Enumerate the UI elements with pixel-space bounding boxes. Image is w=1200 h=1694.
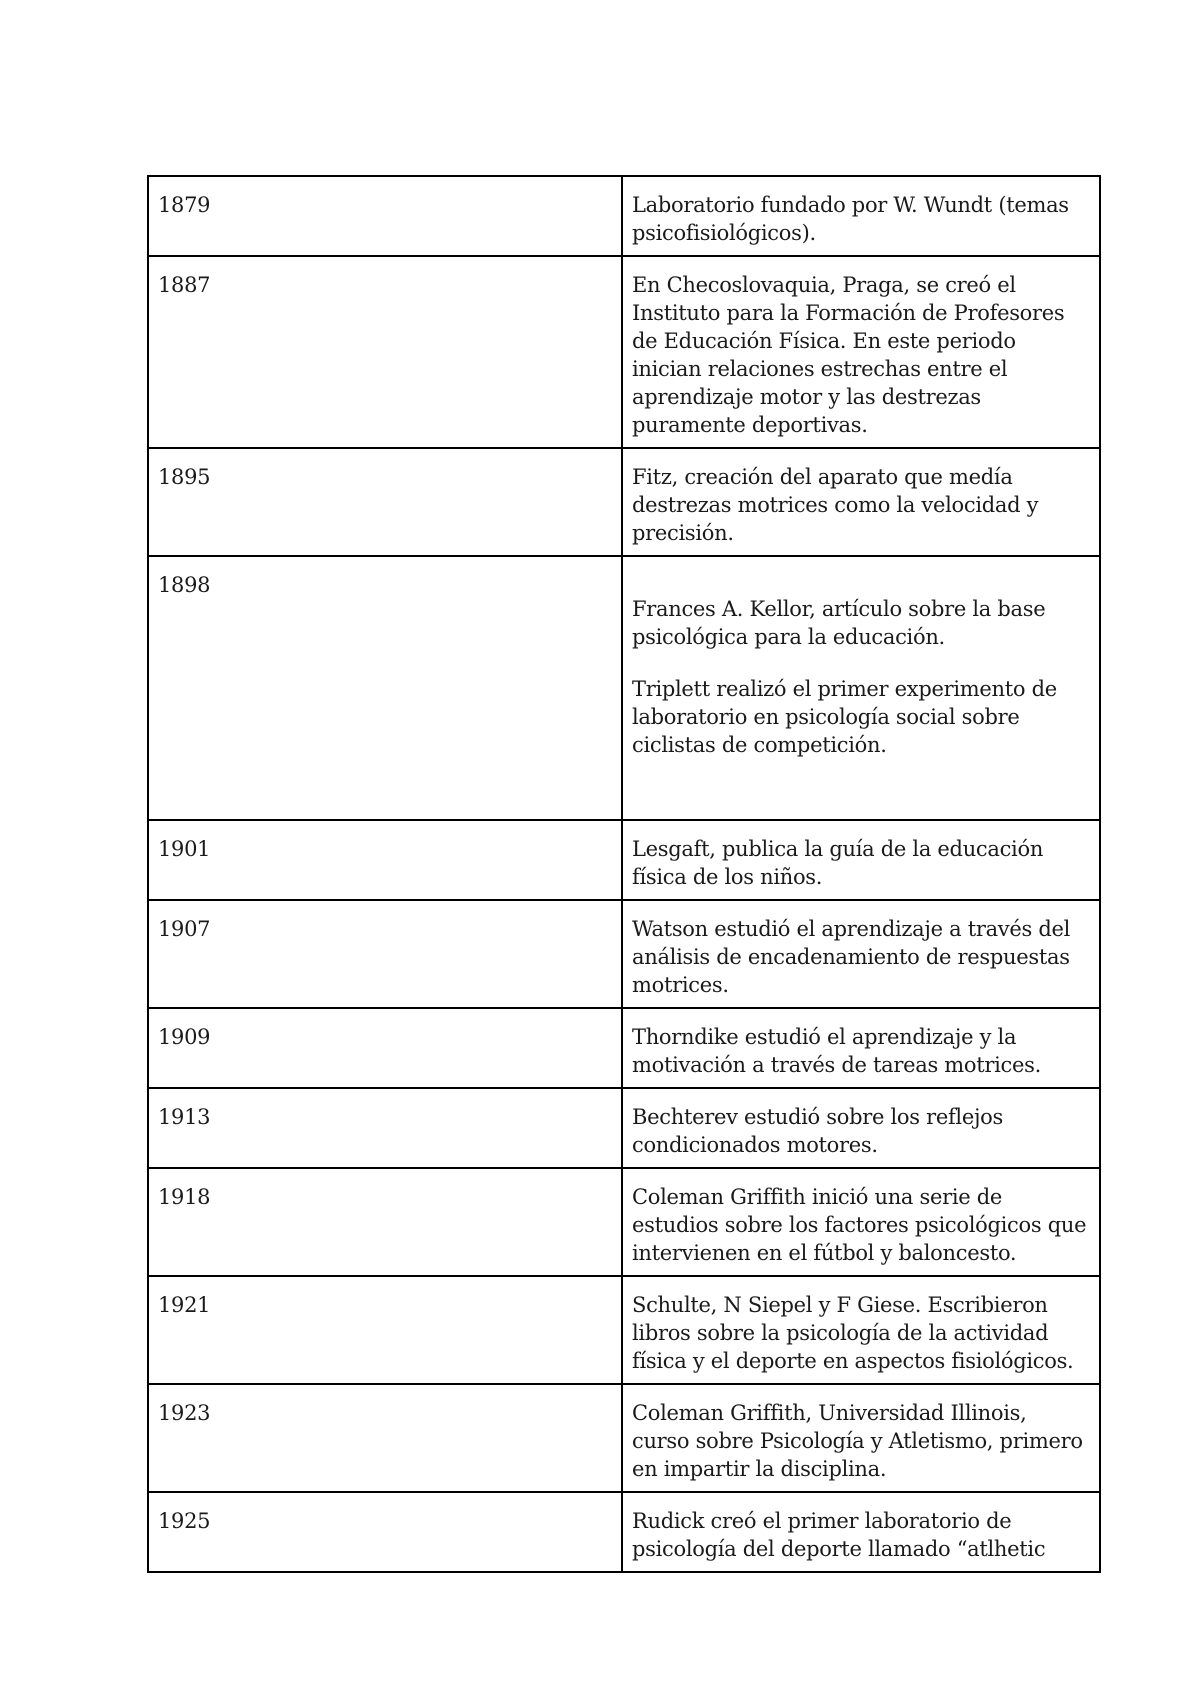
description-cell [622, 448, 1100, 556]
year-text: 1913 [158, 1105, 211, 1129]
description-text: Thorndike estudió el aprendizaje y la motivación a través de tareas motrices. [632, 1025, 1041, 1077]
timeline-table [147, 175, 1101, 1573]
description-cell [622, 1384, 1100, 1492]
year-text: 1923 [158, 1401, 211, 1425]
description-text: Frances A. Kellor, artículo sobre la base psicológica para la educación. [632, 597, 1046, 649]
table-row [148, 820, 1100, 900]
year-cell [148, 1384, 622, 1492]
year-text: 1879 [158, 193, 211, 217]
table-row [148, 1384, 1100, 1492]
table-row [148, 1168, 1100, 1276]
year-cell [148, 900, 622, 1008]
description-cell [622, 556, 1100, 820]
description-cell [622, 820, 1100, 900]
description-text: Laboratorio fundado por W. Wundt (temas psicofisiológicos). [632, 193, 1069, 245]
year-cell [148, 556, 622, 820]
description-text: Rudick creó el primer laboratorio de psicología del deporte llamado “atlhetic [632, 1509, 1046, 1561]
description-cell [622, 900, 1100, 1008]
table-row [148, 556, 1100, 820]
description-cell [622, 176, 1100, 256]
description-text: Coleman Griffith inició una serie de estudios sobre los factores psicológicos que intervienen en el fútbol y baloncesto. [632, 1185, 1087, 1265]
year-cell [148, 1276, 622, 1384]
table-row [148, 900, 1100, 1008]
table-row [148, 256, 1100, 448]
description-cell [622, 1276, 1100, 1384]
year-text: 1909 [158, 1025, 211, 1049]
year-cell [148, 1008, 622, 1088]
description-cell [622, 1088, 1100, 1168]
description-text: Schulte, N Siepel y F Giese. Escribieron libros sobre la psicología de la actividad física y el deporte en aspectos fisiológicos. [632, 1293, 1074, 1373]
year-cell [148, 256, 622, 448]
timeline-body [148, 176, 1100, 1572]
description-cell [622, 1492, 1100, 1572]
year-text: 1918 [158, 1185, 211, 1209]
year-text: 1907 [158, 917, 211, 941]
description-text: Watson estudió el aprendizaje a través del análisis de encadenamiento de respuestas motrices. [632, 917, 1071, 997]
year-text: 1887 [158, 273, 211, 297]
table-row [148, 1088, 1100, 1168]
year-cell [148, 1492, 622, 1572]
year-cell [148, 820, 622, 900]
description-text: Lesgaft, publica la guía de la educación física de los niños. [632, 837, 1044, 889]
table-row [148, 1492, 1100, 1572]
description-text: Coleman Griffith, Universidad Illinois, curso sobre Psicología y Atletismo, primero en impartir la disciplina. [632, 1401, 1083, 1481]
year-text: 1901 [158, 837, 211, 861]
description-cell [622, 256, 1100, 448]
table-row [148, 176, 1100, 256]
year-cell [148, 1088, 622, 1168]
year-text: 1895 [158, 465, 211, 489]
year-text: 1921 [158, 1293, 211, 1317]
year-cell [148, 448, 622, 556]
year-cell [148, 1168, 622, 1276]
description-cell [622, 1168, 1100, 1276]
description-cell [622, 1008, 1100, 1088]
description-text: En Checoslovaquia, Praga, se creó el Instituto para la Formación de Profesores de Educación Física. En este periodo inician relaciones estrechas entre el aprendizaje motor y las destrezas puramente deportivas. [632, 273, 1065, 437]
table-row [148, 1276, 1100, 1384]
description-text: Triplett realizó el primer experimento de laboratorio en psicología social sobre ciclistas de competición. [632, 677, 1057, 757]
year-text: 1898 [158, 573, 211, 597]
year-text: 1925 [158, 1509, 211, 1533]
table-row [148, 448, 1100, 556]
description-text: Bechterev estudió sobre los reflejos condicionados motores. [632, 1105, 1003, 1157]
year-cell [148, 176, 622, 256]
table-row [148, 1008, 1100, 1088]
description-text: Fitz, creación del aparato que medía destrezas motrices como la velocidad y precisión. [632, 465, 1039, 545]
